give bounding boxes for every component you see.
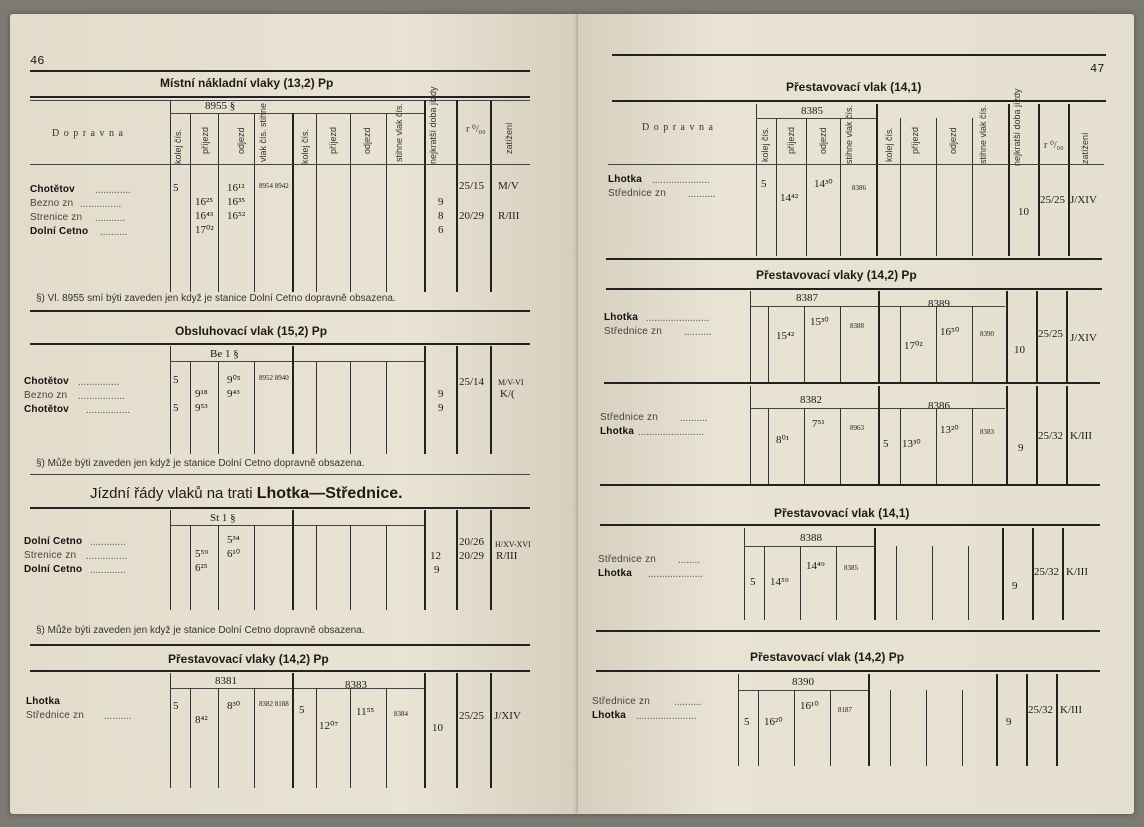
col-line	[936, 118, 937, 256]
doba: 10	[1014, 344, 1025, 356]
rule	[612, 100, 1106, 102]
page-number-left: 46	[30, 54, 45, 68]
rule	[30, 100, 530, 101]
promile: 25/14	[459, 376, 485, 388]
train-number: 8383	[345, 679, 367, 691]
col-line	[424, 100, 426, 292]
header-prijezd: příjezd	[200, 126, 210, 154]
station: Dolní Cetno	[30, 226, 89, 237]
col-line	[972, 306, 973, 383]
station: Střednice zn	[598, 554, 656, 565]
col-line	[926, 690, 927, 766]
footnote: §) Vl. 8955 smí býti zaveden jen když je stanice Dolní Cetno dopravně obsazena.	[36, 293, 396, 304]
doba: 6	[438, 224, 444, 236]
header-nejkratsi: nejkratší doba jízdy	[428, 86, 438, 164]
col-line	[218, 688, 219, 788]
train-number: 8388	[800, 532, 822, 544]
col-line	[738, 674, 739, 766]
station: Dolní Cetno	[24, 564, 83, 575]
train-number: 8386	[928, 400, 950, 412]
zatizeni: M/V-VI	[498, 378, 524, 387]
zatizeni: K/(	[500, 388, 515, 400]
col-line	[456, 100, 458, 292]
col-line	[350, 361, 351, 454]
time: 16¹⁰	[800, 700, 819, 712]
footnote: §) Může býti zaveden jen když je stanice Dolní Cetno dopravně obsazena.	[36, 625, 365, 636]
time: 5⁵⁹	[195, 548, 209, 560]
header-line	[30, 164, 530, 165]
page-number-right: 47	[1090, 62, 1105, 76]
time: 8⁰¹	[776, 434, 790, 446]
header-odjezd-2: odjezd	[362, 127, 372, 154]
col-line	[1026, 674, 1028, 766]
section-title: Přestavovací vlak (14,2) Pp	[750, 650, 905, 664]
col-line	[1068, 104, 1070, 256]
zatizeni: K/III	[1060, 704, 1082, 716]
col-line	[386, 688, 387, 788]
header-dopravna: D o p r a v n a	[52, 128, 124, 139]
col-line	[424, 673, 426, 788]
col-line	[800, 546, 801, 620]
time: 11⁵⁵	[356, 706, 375, 718]
zatizeni: J/XIV	[1070, 332, 1097, 344]
kolej: 5	[173, 182, 179, 194]
col-line	[254, 525, 255, 610]
vlak-cis: 8385	[844, 564, 858, 572]
col-line	[936, 408, 937, 484]
time: 16³⁵	[227, 196, 246, 208]
header-kolej: kolej čís.	[760, 126, 770, 162]
rule	[30, 644, 530, 646]
doba: 9	[434, 564, 440, 576]
zatizeni: H/XV-XVI	[495, 540, 531, 549]
time: 17⁰²	[195, 224, 214, 236]
header-zatizeni: zatížení	[504, 122, 514, 154]
col-line	[932, 546, 933, 620]
col-line	[836, 546, 837, 620]
time: 14⁵⁹	[770, 576, 789, 588]
station: Chotětov	[24, 404, 69, 415]
header-prijezd-2: příjezd	[328, 126, 338, 154]
time: 13³⁰	[902, 438, 921, 450]
col-line	[840, 306, 841, 383]
col-line	[292, 113, 294, 292]
time: 15⁴²	[776, 330, 795, 342]
time: 13²⁰	[940, 424, 959, 436]
header-kolej-2: kolej čís.	[884, 126, 894, 162]
time: 5³⁴	[227, 534, 240, 546]
col-line	[744, 528, 745, 620]
col-line	[254, 688, 255, 788]
vlak-cis: 8952 8940	[259, 374, 289, 382]
col-line	[840, 408, 841, 484]
col-line	[170, 346, 171, 454]
station: Lhotka	[592, 710, 626, 721]
section-title: Přestavovací vlak (14,1)	[786, 80, 922, 94]
col-line	[316, 113, 317, 292]
doba: 10	[1018, 206, 1029, 218]
station: Lhotka	[600, 426, 634, 437]
col-line	[350, 525, 351, 610]
col-line	[768, 408, 769, 484]
vlak-cis: 8384	[394, 710, 408, 718]
train-number: 8955 §	[205, 100, 236, 112]
col-line	[1002, 528, 1004, 620]
section-title: Přestavovací vlaky (14,2) Pp	[168, 652, 329, 666]
col-line	[758, 690, 759, 766]
col-line	[764, 546, 765, 620]
header-promile: r ⁰/₀₀	[1044, 140, 1064, 151]
footnote: §) Může býti zaveden jen když je stanice Dolní Cetno dopravně obsazena.	[36, 458, 365, 469]
col-line	[218, 525, 219, 610]
col-line	[1006, 291, 1008, 383]
col-line	[218, 113, 219, 292]
vlak-cis: 8383	[980, 428, 994, 436]
col-line	[490, 510, 492, 610]
col-line	[1056, 674, 1058, 766]
station: Střednice zn	[26, 710, 84, 721]
rule	[606, 258, 1102, 260]
right-page: 47 Přestavovací vlak (14,1) D o p r a v n a 8385 kolej čís. příjezd odjezd stihne vlak čís. kolej čís. příjezd odjezd stihne vlak čís. nejkratší doba jízdy r ⁰/₀₀ zatížení Lhotka Střednice zn ..................... .......... 5 14⁴² 14³⁰ 8386 10 25/25 J/XIV Přestavovací vlaky (14,2) Pp 8387 8389 Lhotka Střednice zn ....................... .......... 15⁴² 15³⁰ 8388 17⁰² 16⁵⁰ 8390 10 25/25 J/XIV 8382 8386 Střednice zn Lhotka .......... ........................ 8⁰¹ 7⁵¹ 8963 5 13³⁰ 13²⁰ 8383 9 25/32 K/III Přestavovací vlak (14,1) 8388 Střednice zn Lhotka ........ .................... 5 14⁵⁹ 14⁴⁹ 8385 9 25/32 K/III Přestavovací vlak (14,2) Pp 8390 Střednice zn Lhotka .......... ...................... 5 16²⁰ 16¹⁰ 8187 9 25/32 K/III	[578, 14, 1134, 814]
col-line	[316, 688, 317, 788]
kolej: 5	[299, 704, 305, 716]
train-number: 8387	[796, 292, 818, 304]
kolej: 5	[744, 716, 750, 728]
col-line	[218, 361, 219, 454]
col-line	[804, 408, 805, 484]
col-line	[490, 673, 492, 788]
col-line	[456, 673, 458, 788]
rule	[604, 382, 1100, 384]
col-line	[804, 306, 805, 383]
station: Chotětov	[24, 376, 69, 387]
col-line	[876, 104, 878, 256]
time: 16²⁰	[764, 716, 783, 728]
promile: 20/29	[459, 210, 485, 222]
col-line	[1066, 291, 1068, 383]
top-rule	[30, 70, 530, 72]
header-stihne-vlak: stihne vlak čís.	[394, 102, 404, 162]
col-line	[350, 688, 351, 788]
header-prijezd: příjezd	[786, 126, 796, 154]
col-line	[868, 674, 870, 766]
col-line	[190, 113, 191, 292]
promile: 20/26	[459, 536, 485, 548]
station: Bezno zn	[24, 390, 68, 401]
col-line	[350, 113, 351, 292]
col-line	[878, 291, 880, 383]
col-line	[768, 306, 769, 383]
header-vlak-stihne: vlak čís. stihne	[258, 102, 268, 162]
header-zatizeni: zatížení	[1080, 132, 1090, 164]
zatizeni: J/XIV	[494, 710, 521, 722]
rule	[30, 310, 530, 312]
time: 14⁴²	[780, 192, 799, 204]
col-line	[756, 104, 757, 256]
header-kolej-2: kolej čís.	[300, 128, 310, 164]
col-line	[968, 546, 969, 620]
col-line	[190, 361, 191, 454]
train-number: 8389	[928, 298, 950, 310]
zatizeni: R/III	[496, 550, 518, 562]
rule	[600, 484, 1100, 486]
rule	[30, 474, 530, 475]
time: 9⁴³	[227, 388, 240, 400]
header-line	[608, 164, 1104, 165]
col-line	[386, 113, 387, 292]
time: 14⁴⁹	[806, 560, 825, 572]
station: Střednice zn	[608, 188, 666, 199]
header-odjezd-2: odjezd	[948, 127, 958, 154]
station: Lhotka	[608, 174, 642, 185]
zatizeni: J/XIV	[1070, 194, 1097, 206]
promile: 25/25	[1038, 328, 1064, 340]
rule	[600, 524, 1100, 526]
col-line	[292, 346, 294, 454]
col-line	[972, 118, 973, 256]
vlak-cis: 8963	[850, 424, 864, 432]
col-line	[900, 118, 901, 256]
station: Střednice zn	[604, 326, 662, 337]
header-odjezd: odjezd	[818, 127, 828, 154]
header-nejkratsi: nejkratší doba jízdy	[1012, 88, 1022, 166]
promile: 25/25	[1040, 194, 1066, 206]
kolej: 5	[750, 576, 756, 588]
vlak-cis: 8388	[850, 322, 864, 330]
section-title: Místní nákladní vlaky (13,2) Pp	[160, 76, 334, 90]
rule	[30, 343, 530, 345]
doba: 9	[1006, 716, 1012, 728]
kolej: 5	[761, 178, 767, 190]
section-title: Přestavovací vlak (14,1)	[774, 506, 910, 520]
header-stihne-vlak-2: stihne vlak čís.	[978, 104, 988, 164]
time: 9⁵³	[195, 402, 208, 414]
route-heading-name: Lhotka—Střednice.	[256, 485, 403, 502]
col-line	[878, 386, 880, 484]
promile: 25/32	[1038, 430, 1064, 442]
route-heading	[90, 485, 403, 503]
time: 16²⁵	[195, 196, 214, 208]
header-promile: r ⁰/₀₀	[466, 124, 486, 135]
col-line	[840, 118, 841, 256]
rule	[606, 288, 1102, 290]
col-line	[292, 510, 294, 610]
rule	[30, 96, 530, 98]
time: 15³⁰	[810, 316, 829, 328]
kolej: 5	[173, 402, 179, 414]
kolej: 5	[883, 438, 889, 450]
col-line	[424, 346, 426, 454]
col-line	[776, 118, 777, 256]
header-stihne-vlak: stihne vlak čís.	[844, 104, 854, 164]
header-odjezd: odjezd	[236, 127, 246, 154]
col-line	[972, 408, 973, 484]
promile: 25/15	[459, 180, 485, 192]
left-page: 46 Místní nákladní vlaky (13,2) Pp D o p r a v n a 8955 § kolej čís. příjezd odjezd vlak čís. stihne kolej čís. příjezd odjezd stihne vlak čís. nejkratší doba jízdy r ⁰/₀₀ zatížení Chotětov Bezno zn Strenice zn Dolní Cetno ............. ............... ........... .......... 5 16²⁵ 16⁴³ 17⁰² 16¹² 16³⁵ 16⁵² 8954 8942 9 8 6 25/15 20/29 M/V R/III §) Vl. 8955 smí býti zaveden jen když je stanice Dolní Cetno dopravně obsazena. Obsluhovací vlak (15,2) Pp Be 1 § Chotětov Bezno zn Chotětov ............... ................. ................ 5 5 9¹⁸ 9⁵³ 9⁰⁵ 9⁴³ 8952 8940 9 9 25/14 M/V-VI K/( §) Může býti zaveden jen když je stanice Dolní Cetno dopravně obsazena. Jízdní řády vlaků na trati Lhotka—Střednice. St 1 § Dolní Cetno Strenice zn Dolní Cetno ............. ............... ............. 5⁵⁹ 6²⁵ 5³⁴ 6¹⁰ 12 9 20/26 20/29 H/XV-XVI R/III §) Může býti zaveden jen když je stanice Dolní Cetno dopravně obsazena. Přestavovací vlaky (14,2) Pp 8381 8383 Lhotka Střednice zn .......... 5 8⁴² 8³⁰ 8382 8188 5 12⁰⁷ 11⁵⁵ 8384 10 25/25 J/XIV	[10, 14, 578, 814]
doba: 9	[438, 402, 444, 414]
train-number: 8381	[215, 675, 237, 687]
time: 6²⁵	[195, 562, 208, 574]
kolej: 5	[173, 374, 179, 386]
col-line	[316, 361, 317, 454]
station: Strenice zn	[30, 212, 83, 223]
col-line	[962, 690, 963, 766]
zatizeni: K/III	[1070, 430, 1092, 442]
vlak-cis: 8390	[980, 330, 994, 338]
time: 17⁰²	[904, 340, 923, 352]
col-line	[750, 386, 751, 484]
rule	[596, 630, 1100, 632]
promile: 25/32	[1034, 566, 1060, 578]
col-line	[874, 528, 876, 620]
col-line	[170, 673, 171, 788]
promile: 25/32	[1028, 704, 1054, 716]
col-line	[1066, 386, 1068, 484]
col-line	[190, 525, 191, 610]
rule	[596, 670, 1100, 672]
doba: 12	[430, 550, 441, 562]
col-line	[254, 113, 255, 292]
station: Střednice zn	[600, 412, 658, 423]
col-line	[254, 361, 255, 454]
doba: 9	[438, 388, 444, 400]
vlak-cis: 8954 8942	[259, 182, 289, 190]
col-line	[806, 118, 807, 256]
section-title: Obsluhovací vlak (15,2) Pp	[175, 324, 328, 338]
doba: 9	[1012, 580, 1018, 592]
station: Lhotka	[26, 696, 60, 707]
col-line	[1006, 386, 1008, 484]
time: 14³⁰	[814, 178, 833, 190]
station: Strenice zn	[24, 550, 77, 561]
time: 9¹⁸	[195, 388, 208, 400]
col-line	[386, 525, 387, 610]
zatizeni: K/III	[1066, 566, 1088, 578]
vlak-cis: 8386	[852, 184, 866, 192]
route-heading-prefix: Jízdní řády vlaků na trati	[90, 485, 253, 502]
col-line	[750, 291, 751, 383]
vlak-cis: 8382 8188	[259, 700, 289, 708]
header-kolej: kolej čís.	[173, 128, 183, 164]
col-line	[830, 690, 831, 766]
train-number: 8385	[801, 105, 823, 117]
col-line	[900, 408, 901, 484]
promile: 20/29	[459, 550, 485, 562]
train-number: Be 1 §	[210, 348, 239, 360]
station: Lhotka	[598, 568, 632, 579]
time: 16⁴³	[195, 210, 214, 222]
col-line	[292, 673, 294, 788]
col-line	[316, 525, 317, 610]
train-number: 8390	[792, 676, 814, 688]
col-line	[900, 306, 901, 383]
time: 9⁰⁵	[227, 374, 241, 386]
col-line	[1062, 528, 1064, 620]
section-title: Přestavovací vlaky (14,2) Pp	[756, 268, 917, 282]
station: Dolní Cetno	[24, 536, 83, 547]
zatizeni: R/III	[498, 210, 520, 222]
vlak-cis: 8187	[838, 706, 852, 714]
col-line	[1038, 104, 1040, 256]
doba: 10	[432, 722, 443, 734]
time: 12⁰⁷	[319, 720, 339, 732]
time: 16⁵²	[227, 210, 246, 222]
header-prijezd-2: příjezd	[910, 126, 920, 154]
col-line	[490, 346, 492, 454]
col-line	[1008, 104, 1010, 256]
train-number: St 1 §	[210, 512, 236, 524]
doba: 9	[438, 196, 444, 208]
col-line	[190, 688, 191, 788]
rule	[30, 670, 530, 672]
col-line	[794, 690, 795, 766]
col-line	[896, 546, 897, 620]
doba: 8	[438, 210, 444, 222]
kolej: 5	[173, 700, 179, 712]
col-line	[936, 306, 937, 383]
station: Bezno zn	[30, 198, 74, 209]
station: Střednice zn	[592, 696, 650, 707]
header-dopravna: D o p r a v n a	[642, 122, 714, 133]
col-line	[424, 510, 426, 610]
promile: 25/25	[459, 710, 485, 722]
time: 7⁵¹	[812, 418, 825, 430]
train-number: 8382	[800, 394, 822, 406]
col-line	[386, 361, 387, 454]
col-line	[890, 690, 891, 766]
time: 16⁵⁰	[940, 326, 960, 338]
zatizeni: M/V	[498, 180, 519, 192]
time: 8³⁰	[227, 700, 241, 712]
rule	[612, 54, 1106, 56]
rule	[30, 507, 530, 509]
row-line	[756, 118, 876, 119]
col-line	[490, 100, 492, 292]
col-line	[456, 346, 458, 454]
station: Lhotka	[604, 312, 638, 323]
col-line	[456, 510, 458, 610]
time: 16¹²	[227, 182, 245, 194]
time: 8⁴²	[195, 714, 208, 726]
time: 6¹⁰	[227, 548, 241, 560]
station: Chotětov	[30, 184, 75, 195]
col-line	[170, 100, 171, 292]
doba: 9	[1018, 442, 1024, 454]
col-line	[996, 674, 998, 766]
